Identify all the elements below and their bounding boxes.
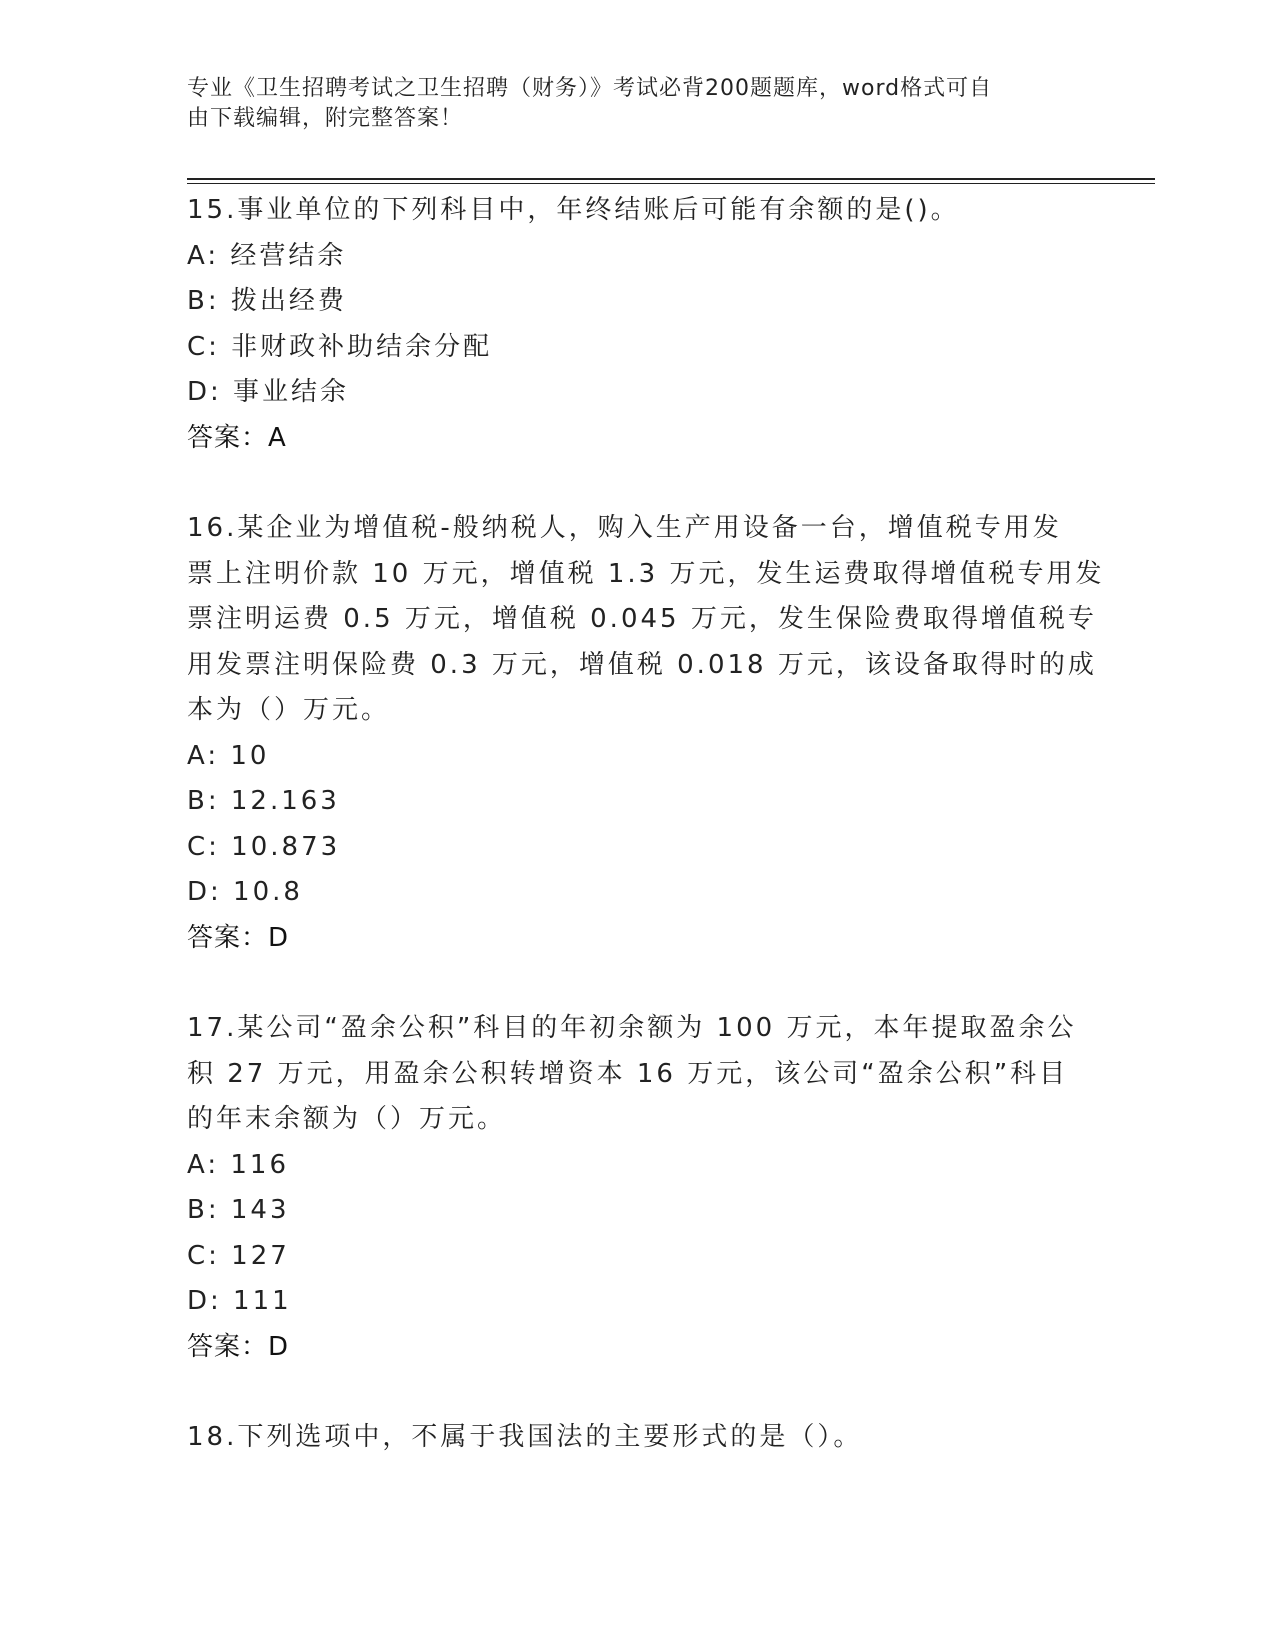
answer-label: 答案：D — [187, 1331, 290, 1362]
answer-label: 答案：A — [187, 422, 287, 453]
header-title-line-2: 由下载编辑，附完整答案！ — [187, 106, 464, 131]
question-stem-line-2: 积 27 万元，用盈余公积转增资本 16 万元，该公司“盈余公积”科目 — [187, 1058, 1069, 1089]
option-c: C: 非财政补助结余分配 — [187, 331, 493, 362]
question-16 — [187, 506, 1105, 961]
question-spacer — [187, 961, 1087, 1006]
question-17 — [187, 1006, 1087, 1370]
question-stem: 18.下列选项中，不属于我国法的主要形式的是（）。 — [187, 1422, 863, 1452]
question-stem-line-1: 16.某企业为增值税-般纳税人，购入生产用设备一台，增值税专用发 — [187, 513, 1062, 543]
option-d: D: 事业结余 — [187, 377, 350, 407]
option-a: A: 116 — [187, 1149, 289, 1180]
option-d: D: 111 — [187, 1286, 292, 1316]
header-divider-thick — [187, 178, 1155, 180]
question-15 — [187, 188, 1087, 461]
question-spacer — [187, 1370, 1087, 1415]
question-stem-line-3: 的年末余额为（）万元。 — [187, 1104, 507, 1134]
question-spacer — [187, 461, 1087, 506]
option-b: B: 143 — [187, 1195, 290, 1225]
option-c: C: 10.873 — [187, 831, 341, 862]
question-stem-line-5: 本为（）万元。 — [187, 695, 391, 725]
option-b: B: 拨出经费 — [187, 286, 347, 316]
option-c: C: 127 — [187, 1240, 290, 1271]
question-list — [187, 188, 1105, 1461]
document-header — [187, 74, 1087, 134]
option-a: A: 经营结余 — [187, 240, 347, 271]
question-stem: 15.事业单位的下列科目中，年终结账后可能有余额的是()。 — [187, 195, 960, 225]
question-stem-line-4: 用发票注明保险费 0.3 万元，增值税 0.018 万元，该设备取得时的成 — [187, 649, 1097, 680]
option-b: B: 12.163 — [187, 786, 340, 816]
question-stem-line-1: 17.某公司“盈余公积”科目的年初余额为 100 万元，本年提取盈余公 — [187, 1013, 1077, 1043]
question-stem-line-3: 票注明运费 0.5 万元，增值税 0.045 万元，发生保险费取得增值税专 — [187, 604, 1097, 634]
header-title-line-1: 专业《卫生招聘考试之卫生招聘（财务）》考试必背200题题库，word格式可自 — [187, 76, 993, 101]
question-stem-line-2: 票上注明价款 10 万元，增值税 1.3 万元，发生运费取得增值税专用发 — [187, 558, 1105, 589]
answer-label: 答案：D — [187, 922, 290, 953]
header-divider-thin — [187, 183, 1155, 184]
option-a: A: 10 — [187, 740, 270, 771]
question-18 — [187, 1415, 1087, 1461]
option-d: D: 10.8 — [187, 877, 303, 907]
